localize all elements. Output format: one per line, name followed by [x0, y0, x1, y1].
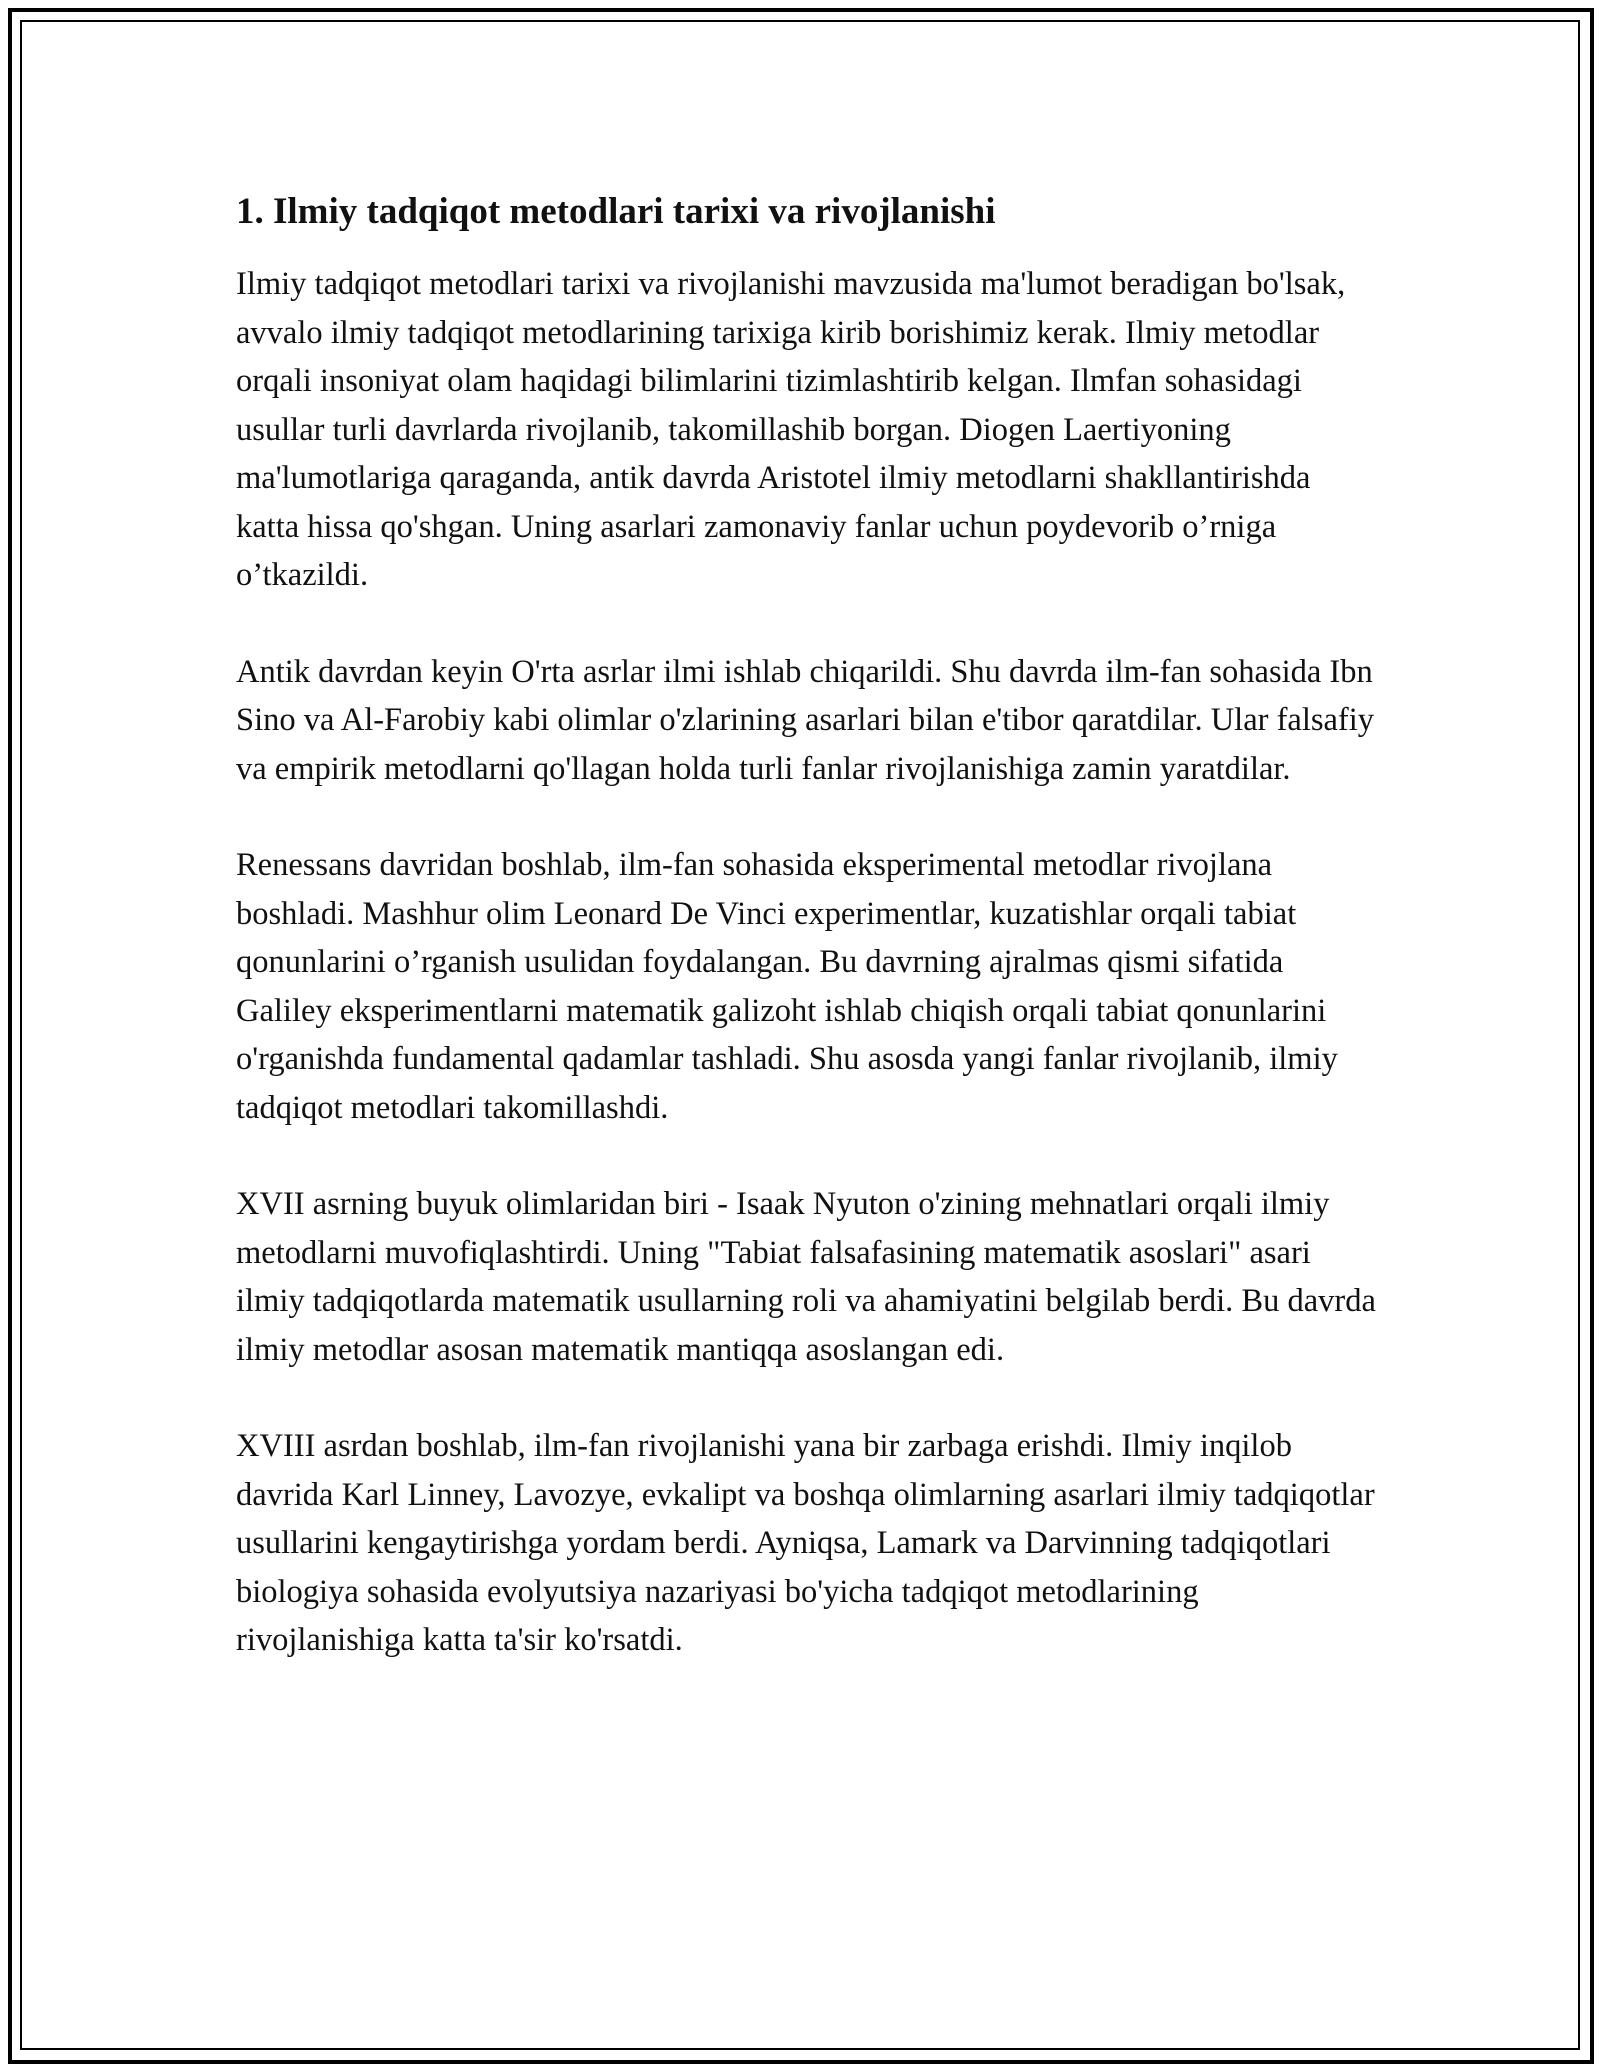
section-heading: 1. Ilmiy tadqiqot metodlari tarixi va rivojlanishi [236, 191, 996, 232]
paragraph-renaissance: Renessans davridan boshlab, ilm-fan sohasida eksperimental metodlar rivojlana boshladi. Mashhur olim Leonard De Vinci experimentlar, kuzatishlar orqali tabiat qonunlarini o’rganish usulidan foydalangan. Bu davrning ajralmas qismi sifatida Galiley eksperimentlarni matematik galizoht ishlab chiqish orqali tabiat qonunlarini o'rganishda fundamental qadamlar tashladi. Shu asosda yangi fanlar rivojlanib, ilmiy tadqiqot metodlari takomillashdi. [236, 847, 1338, 1126]
document-body [236, 186, 1376, 1713]
paragraph-newton: XVII asrning buyuk olimlaridan biri - Isaak Nyuton o'zining mehnatlari orqali ilmiy metodlarni muvofiqlashtirdi. Uning "Tabiat falsafasining matematik asoslari" asari ilmiy tadqiqotlarda matematik usullarning roli va ahamiyatini belgilab berdi. Bu davrda ilmiy metodlar asosan matematik mantiqqa asoslangan edi. [236, 1186, 1376, 1368]
paragraph-middle-ages: Antik davrdan keyin O'rta asrlar ilmi ishlab chiqarildi. Shu davrda ilm-fan sohasida Ibn Sino va Al-Farobiy kabi olimlar o'zlarining asarlari bilan e'tibor qaratdilar. Ular falsafiy va empirik metodlarni qo'llagan holda turli fanlar rivojlanishiga zamin yaratdilar. [236, 653, 1375, 787]
paragraph-eighteenth-century: XVIII asrdan boshlab, ilm-fan rivojlanishi yana bir zarbaga erishdi. Ilmiy inqilob davrida Karl Linney, Lavozye, evkalipt va boshqa olimlarning asarlari ilmiy tadqiqotlar usullarini kengaytirishga yordam berdi. Ayniqsa, Lamark va Darvinning tadqiqotlari biologiya sohasida evolyutsiya nazariyasi bo'yicha tadqiqot metodlarining rivojlanishiga katta ta'sir ko'rsatdi. [236, 1428, 1375, 1658]
paragraph-intro: Ilmiy tadqiqot metodlari tarixi va rivojlanishi mavzusida ma'lumot beradigan bo'lsak, avvalo ilmiy tadqiqot metodlarining tarixiga kirib borishimiz kerak. Ilmiy metodlar orqali insoniyat olam haqidagi bilimlarini tizimlashtirib kelgan. Ilmfan sohasidagi usullar turli davrlarda rivojlanib, takomillashib borgan. Diogen Laertiyoning ma'lumotlariga qaraganda, antik davrda Aristotel ilmiy metodlarni shakllantirishda katta hissa qo'shgan. Uning asarlari zamonaviy fanlar uchun poydevorib o’rniga o’tkazildi. [236, 266, 1346, 593]
